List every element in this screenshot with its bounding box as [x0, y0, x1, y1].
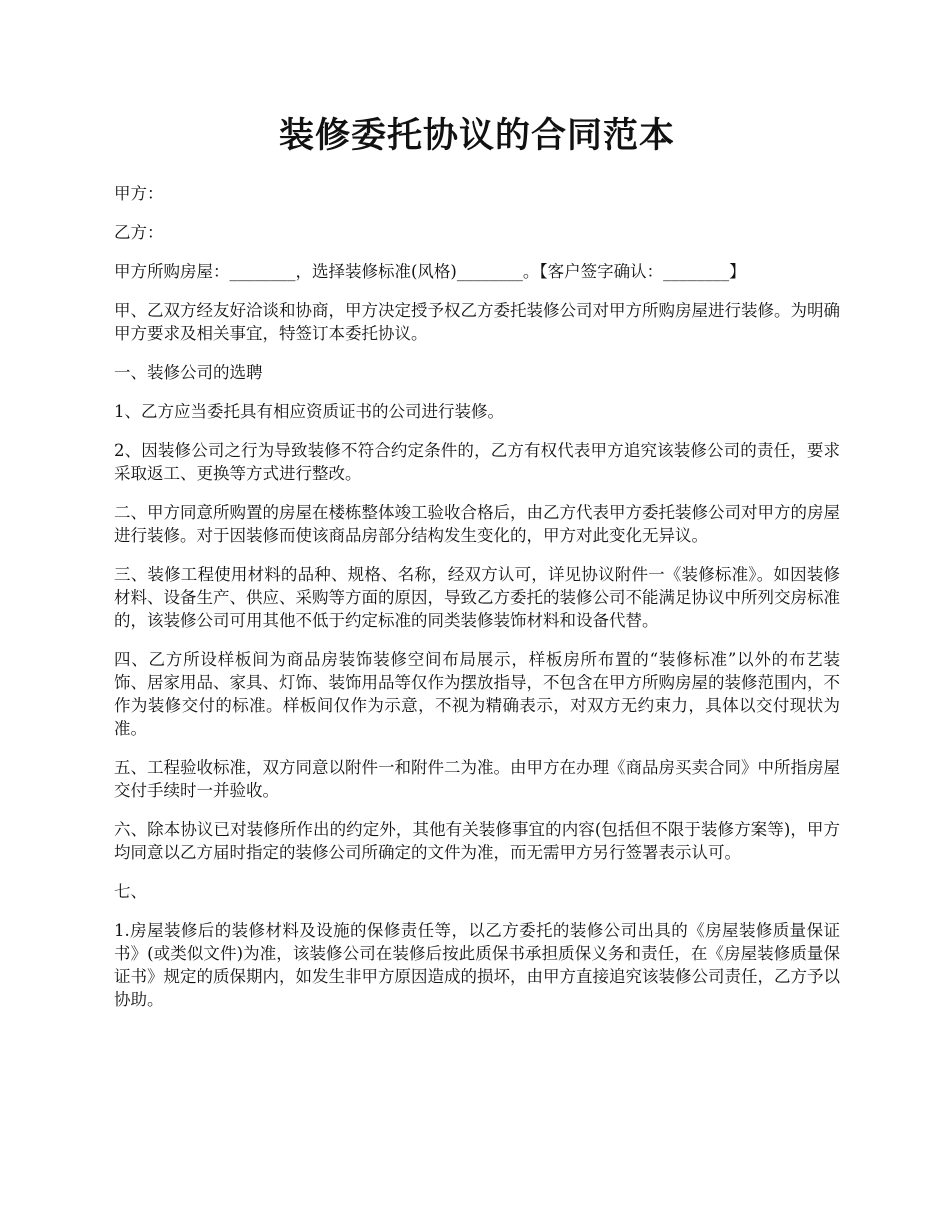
preamble-paragraph: 甲、乙双方经友好洽谈和协商，甲方决定授予权乙方委托装修公司对甲方所购房屋进行装修。为明确甲方要求及相关事宜，特签订本委托协议。	[114, 301, 840, 343]
section-7-heading: 七、	[114, 882, 147, 901]
section-1-heading: 一、装修公司的选聘	[114, 363, 263, 382]
section-5-paragraph: 五、工程验收标准，双方同意以附件一和附件二为准。由甲方在办理《商品房买卖合同》中所指房屋交付手续时一并验收。	[114, 758, 840, 800]
clause-7-1: 1.房屋装修后的装修材料及设施的保修责任等，以乙方委托的装修公司出具的《房屋装修质量保证书》(或类似文件)为准，该装修公司在装修后按此质保书承担质保义务和责任，在《房屋装修质量保证书》规定的质保期内，如发生非甲方原因造成的损坏，由甲方直接追究该装修公司责任，乙方予以协助。	[114, 921, 840, 1009]
document-title: 装修委托协议的合同范本	[278, 115, 675, 156]
section-6-paragraph: 六、除本协议已对装修所作出的约定外，其他有关装修事宜的内容(包括但不限于装修方案等)，甲方均同意以乙方届时指定的装修公司所确定的文件为准，而无需甲方另行签署表示认可。	[114, 820, 840, 862]
clause-1-2: 2、因装修公司之行为导致装修不符合约定条件的，乙方有权代表甲方追究该装修公司的责任，要求采取返工、更换等方式进行整改。	[114, 441, 840, 483]
party-b-line: 乙方：	[114, 223, 164, 242]
section-3-paragraph: 三、装修工程使用材料的品种、规格、名称，经双方认可，详见协议附件一《装修标准》。如因装修材料、设备生产、供应、采购等方面的原因，导致乙方委托的装修公司不能满足协议中所列交房标准的，该装修公司可用其他不低于约定标准的同类装修装饰材料和设备代替。	[114, 565, 840, 630]
party-a-line: 甲方：	[114, 184, 164, 203]
clause-1-1: 1、乙方应当委托具有相应资质证书的公司进行装修。	[114, 402, 504, 421]
section-2-paragraph: 二、甲方同意所购置的房屋在楼栋整体竣工验收合格后，由乙方代表甲方委托装修公司对甲方的房屋进行装修。对于因装修而使该商品房部分结构发生变化的，甲方对此变化无异议。	[114, 503, 840, 545]
section-4-paragraph: 四、乙方所设样板间为商品房装饰装修空间布局展示，样板房所布置的“装修标准”以外的布艺装饰、居家用品、家具、灯饰、装饰用品等仅作为摆放指导，不包含在甲方所购房屋的装修范围内，不作为装修交付的标准。样板间仅作为示意，不视为精确表示，对双方无约束力，具体以交付现状为准。	[114, 650, 840, 738]
house-standard-line: 甲方所购房屋：________，选择装修标准(风格)________。【客户签字确认：________】	[114, 262, 746, 281]
document-body	[114, 182, 840, 1011]
